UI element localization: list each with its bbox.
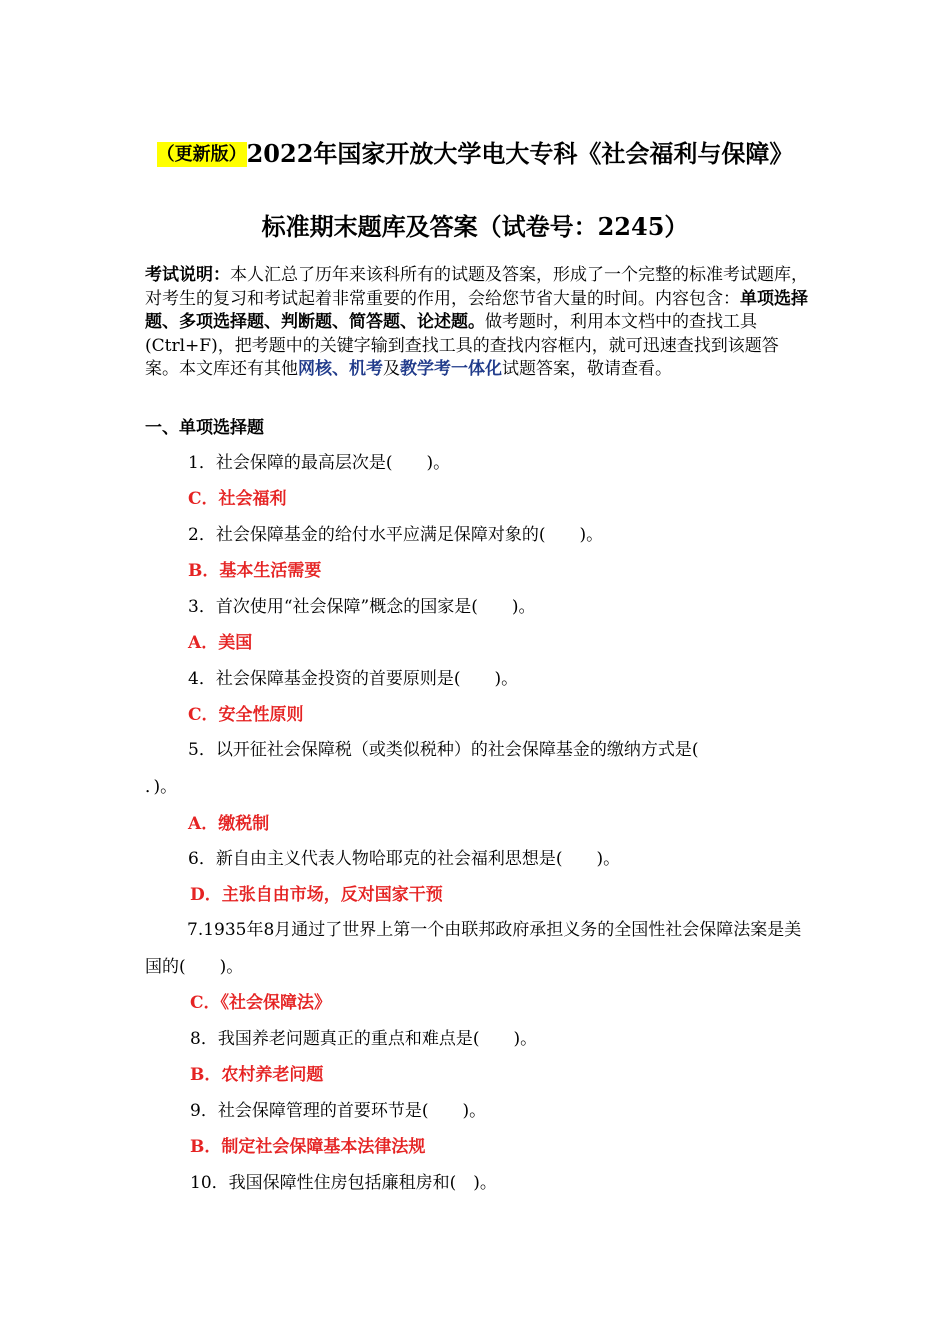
link-integrated-exam[interactable]: 教学考一体化 <box>400 359 502 379</box>
instructions-text-1: 本人汇总了历年来该科所有的试题及答案，形成了一个完整的标准考试题库，对考生的复习和考试起着非常重要的作用，会给您节省大量的时间。内容包含： <box>145 265 808 309</box>
answer-8: B．农村养老问题 <box>190 1065 324 1085</box>
section-title: 一、单项选择题 <box>145 418 264 438</box>
answer-3: A．美国 <box>188 633 253 653</box>
question-8: 8．我国养老问题真正的重点和难点是( )。 <box>190 1029 538 1049</box>
document-title-line-1 <box>0 137 950 172</box>
instructions-and: 及 <box>383 359 400 379</box>
answer-7: C．《社会保障法》 <box>190 993 332 1013</box>
question-types: 单项选择题、多项选择题、判断题、简答题、论述题。 <box>145 288 808 332</box>
question-4: 4．社会保障基金投资的首要原则是( )。 <box>188 669 519 689</box>
question-5: 5．以开征社会保障税（或类似税种）的社会保障基金的缴纳方式是( <box>188 740 699 760</box>
answer-1: C．社会福利 <box>188 489 287 509</box>
question-7-text: 7.1935年8月通过了世界上第一个由联邦政府承担义务的全国性社会保障法案是美国的( )。 <box>145 920 802 977</box>
answer-4: C．安全性原则 <box>188 705 304 725</box>
instructions-label: 考试说明： <box>145 265 230 285</box>
question-1: 1．社会保障的最高层次是( )。 <box>188 453 451 473</box>
link-online-exam[interactable]: 网核、机考 <box>298 359 383 379</box>
question-2: 2．社会保障基金的给付水平应满足保障对象的( )。 <box>188 525 604 545</box>
question-3: 3．首次使用“社会保障”概念的国家是( )。 <box>188 597 536 617</box>
question-10: 10．我国保障性住房包括廉租房和( )。 <box>190 1173 497 1193</box>
exam-instructions <box>145 264 810 382</box>
answer-5: A．缴税制 <box>188 814 270 834</box>
instructions-text-3: 试题答案，敬请查看。 <box>502 359 672 379</box>
updated-version-highlight: （更新版） <box>156 144 247 165</box>
answer-2: B．基本生活需要 <box>188 561 322 581</box>
answer-6: D．主张自由市场，反对国家干预 <box>190 885 443 905</box>
question-9: 9．社会保障管理的首要环节是( )。 <box>190 1101 487 1121</box>
document-title-line-2: 标准期末题库及答案（试卷号：2245） <box>261 212 689 241</box>
instructions-text-2: 做考题时，利用本文档中的查找工具(Ctrl+F)，把考题中的关键字输到查找工具的查找内容框内，就可迅速查找到该题答案。本文库还有其他 <box>145 312 779 379</box>
answer-9: B．制定社会保障基本法律法规 <box>190 1137 426 1157</box>
question-6: 6．新自由主义代表人物哈耶克的社会福利思想是( )。 <box>188 849 621 869</box>
title-main-text: 2022年国家开放大学电大专科《社会福利与保障》 <box>246 139 794 168</box>
question-7 <box>145 912 815 986</box>
question-5-continued: ．)。 <box>145 777 178 797</box>
